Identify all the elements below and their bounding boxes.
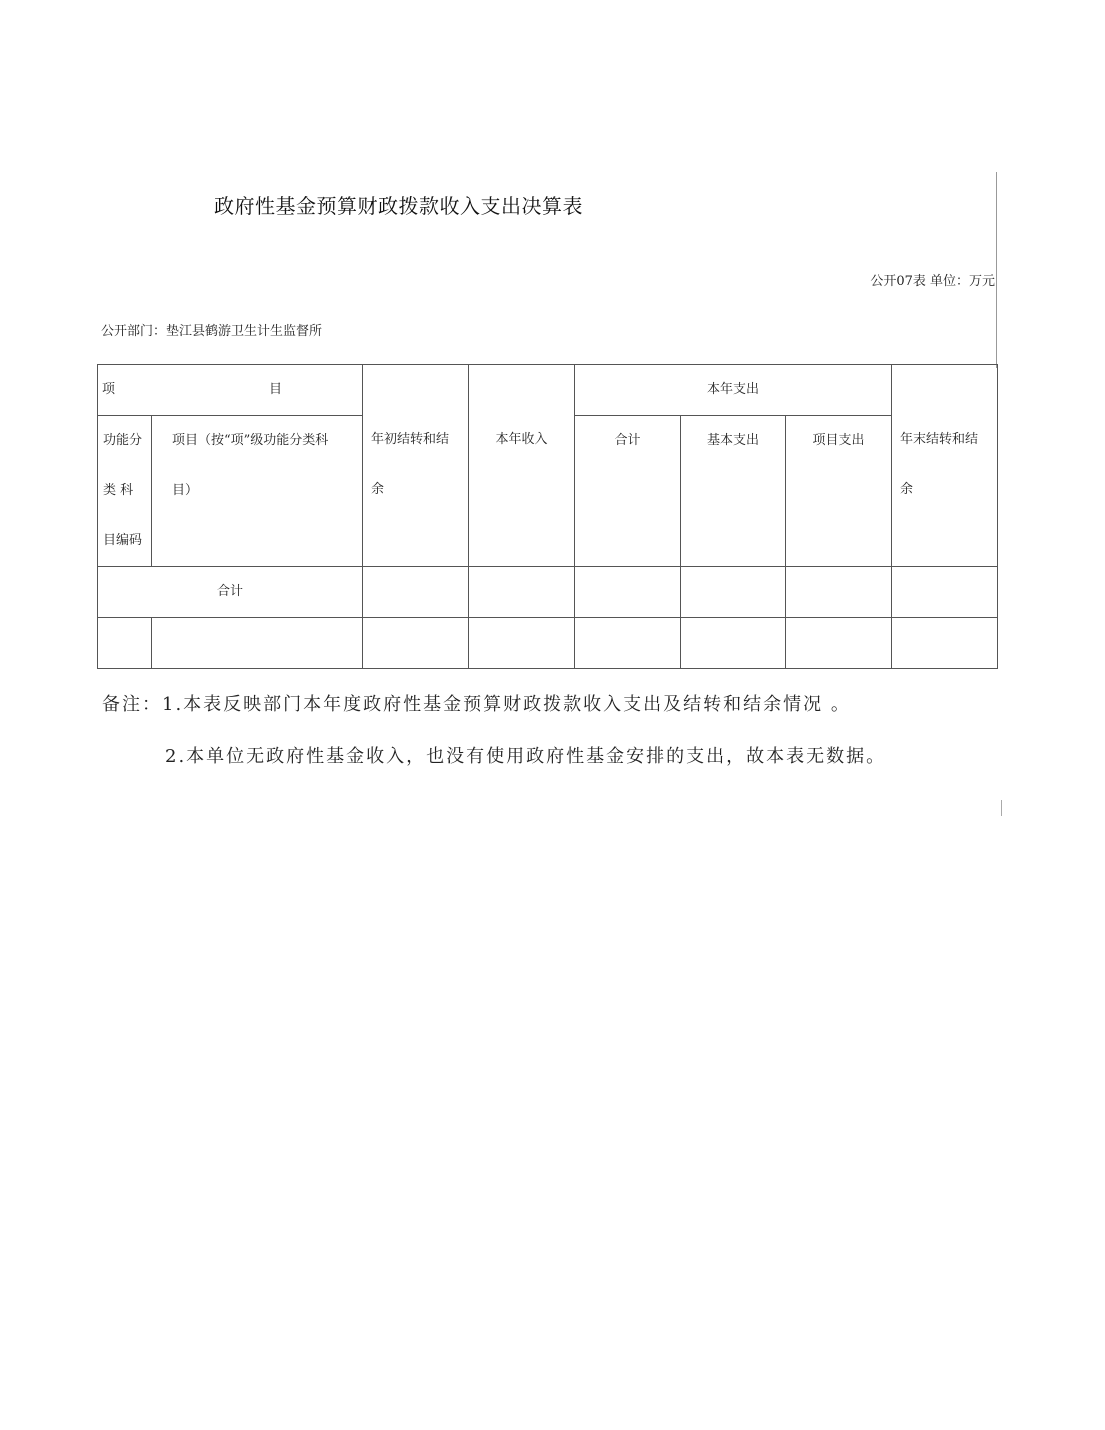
department-label: 公开部门：垫江县鹤游卫生计生监督所 [101,324,323,339]
header-project [98,365,363,416]
row-income-cell [469,618,575,669]
header-func-code-line3: 目编码 [103,533,143,548]
row-begin-balance-cell [363,618,469,669]
header-income [469,365,575,567]
note-1: 备注：1.本表反映部门本年度政府性基金预算财政拨款收入支出及结转和结余情况 。 [102,694,851,715]
header-expense-group: 本年支出 [575,365,892,416]
row-func-code-cell [98,618,152,669]
fund-budget-table [97,364,998,669]
header-begin-balance-line1: 年初结转和结 [371,432,450,447]
header-end-balance-line2: 余 [900,482,914,497]
unit-label: 公开07表 单位：万元 [870,274,995,289]
total-row-label: 合计 [98,567,363,618]
row-basic-expense-cell [681,618,786,669]
total-income-cell [469,567,575,618]
header-expense-total: 合计 [575,416,681,567]
header-project-right: 目 [269,382,283,397]
header-project-left: 项 [102,382,116,397]
row-end-balance-cell [892,618,998,669]
page-right-tick [1001,800,1002,816]
header-basic-expense: 基本支出 [681,416,786,567]
header-item-line2: 目） [172,483,199,498]
header-end-balance [892,365,998,567]
header-func-code [98,416,152,567]
header-func-code-line2: 类 科 [103,483,134,498]
header-project-expense: 项目支出 [786,416,892,567]
page-title: 政府性基金预算财政拨款收入支出决算表 [214,194,583,218]
total-expense-total-cell [575,567,681,618]
header-income-label: 本年收入 [495,432,548,447]
row-item-cell [152,618,363,669]
row-project-expense-cell [786,618,892,669]
page-right-rule [996,172,997,368]
total-end-balance-cell [892,567,998,618]
table-row [98,618,998,669]
header-begin-balance [363,365,469,567]
row-expense-total-cell [575,618,681,669]
total-basic-expense-cell [681,567,786,618]
total-begin-balance-cell [363,567,469,618]
note-2: 2.本单位无政府性基金收入，也没有使用政府性基金安排的支出，故本表无数据。 [165,746,887,767]
header-item-line1: 项目（按“项”级功能分类科 [172,433,329,448]
total-project-expense-cell [786,567,892,618]
header-end-balance-line1: 年末结转和结 [900,432,979,447]
header-func-code-line1: 功能分 [103,433,143,448]
header-begin-balance-line2: 余 [371,482,385,497]
header-item [152,416,363,567]
